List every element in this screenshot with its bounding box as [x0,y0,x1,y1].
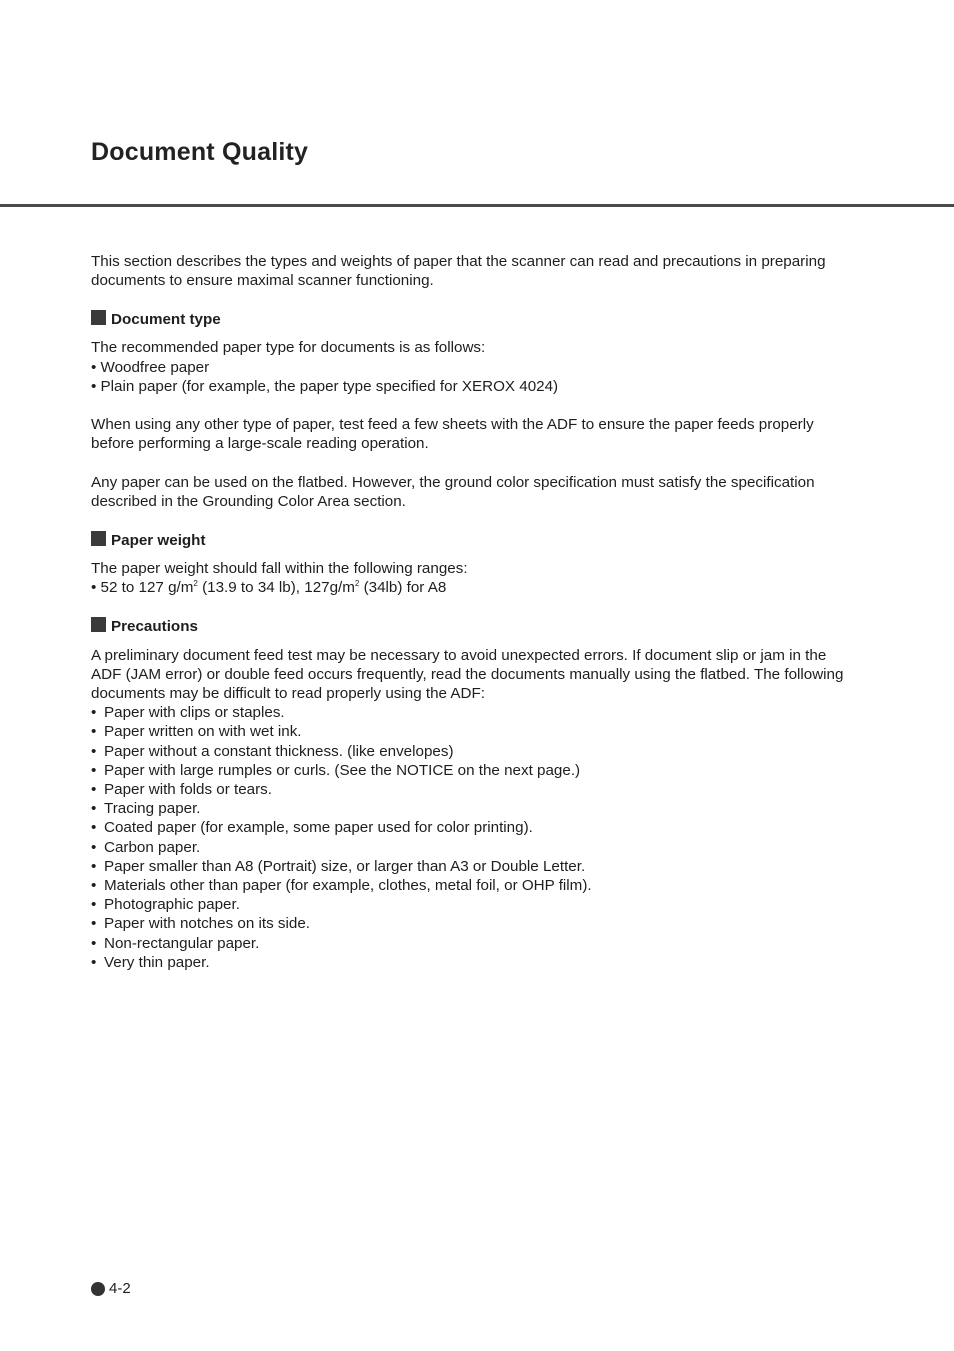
page-title: Document Quality [91,138,309,166]
paper-weight-lead: The paper weight should fall within the following ranges: [91,560,468,578]
paper-weight-section [91,559,851,597]
precautions-list [91,703,851,972]
document-type-heading [91,309,851,329]
page-footer [91,1280,131,1297]
document-type-paragraph-adf: When using any other type of paper, test feed a few sheets with the ADF to ensure the paper feeds properly before performing a large-scale reading operation. [91,416,814,453]
precautions-heading [91,617,851,637]
list-item: • Paper without a constant thickness. (like envelopes) [91,742,454,760]
square-bullet-icon [91,531,106,546]
paper-weight-range: • 52 to 127 $g/m^2$ (13.9 to 34 lb), $127g/m^2$ (34lb) for A8 [91,579,447,597]
document-type-paragraph-flatbed: Any paper can be used on the flatbed. However, the ground color specification must satisfy the specification described in the Grounding Color Area section. [91,473,815,510]
list-item: • Paper with notches on its side. [91,915,310,933]
square-bullet-icon [91,617,106,632]
list-item: • Coated paper (for example, some paper used for color printing). [91,819,533,837]
main-content [91,252,851,991]
circle-bullet-icon [91,1282,105,1296]
square-bullet-icon [91,310,106,325]
list-item: • Paper written on with wet ink. [91,723,302,741]
list-item: • Non-rectangular paper. [91,934,260,952]
paper-weight-heading-label: Paper weight [111,531,206,549]
precautions-section [91,646,851,972]
list-item: • Carbon paper. [91,838,201,856]
precautions-heading-label: Precautions [111,618,198,635]
paper-weight-heading [91,530,851,550]
document-type-heading-label: Document type [111,310,221,328]
list-item: • Paper with clips or staples. [91,704,285,722]
page-number: 4-2 [109,1280,131,1297]
intro-paragraph: This section describes the types and weights of paper that the scanner can read and precautions in preparing documents to ensure maximal scanner functioning. [91,253,826,290]
list-item: • Paper with folds or tears. [91,781,272,799]
document-type-section [91,338,851,511]
list-item: • Paper smaller than A8 (Portrait) size, or larger than A3 or Double Letter. [91,857,586,875]
list-item: • Very thin paper. [91,953,210,971]
paper-type-item: • Plain paper (for example, the paper type specified for XEROX 4024) [91,377,559,395]
list-item: • Tracing paper. [91,800,201,818]
document-type-lead: The recommended paper type for documents is as follows: [91,339,486,357]
paper-type-item: • Woodfree paper [91,358,210,376]
list-item: • Materials other than paper (for example, clothes, metal foil, or OHP film). [91,877,592,895]
title-divider [0,204,954,207]
list-item: • Photographic paper. [91,896,240,914]
list-item: • Paper with large rumples or curls. (See the NOTICE on the next page.) [91,761,581,779]
precautions-lead: A preliminary document feed test may be necessary to avoid unexpected errors. If document slip or jam in the ADF (JAM error) or double feed occurs frequently, read the documents manually using the flatbed. The following documents may be difficult to read properly using the ADF: [91,646,844,703]
